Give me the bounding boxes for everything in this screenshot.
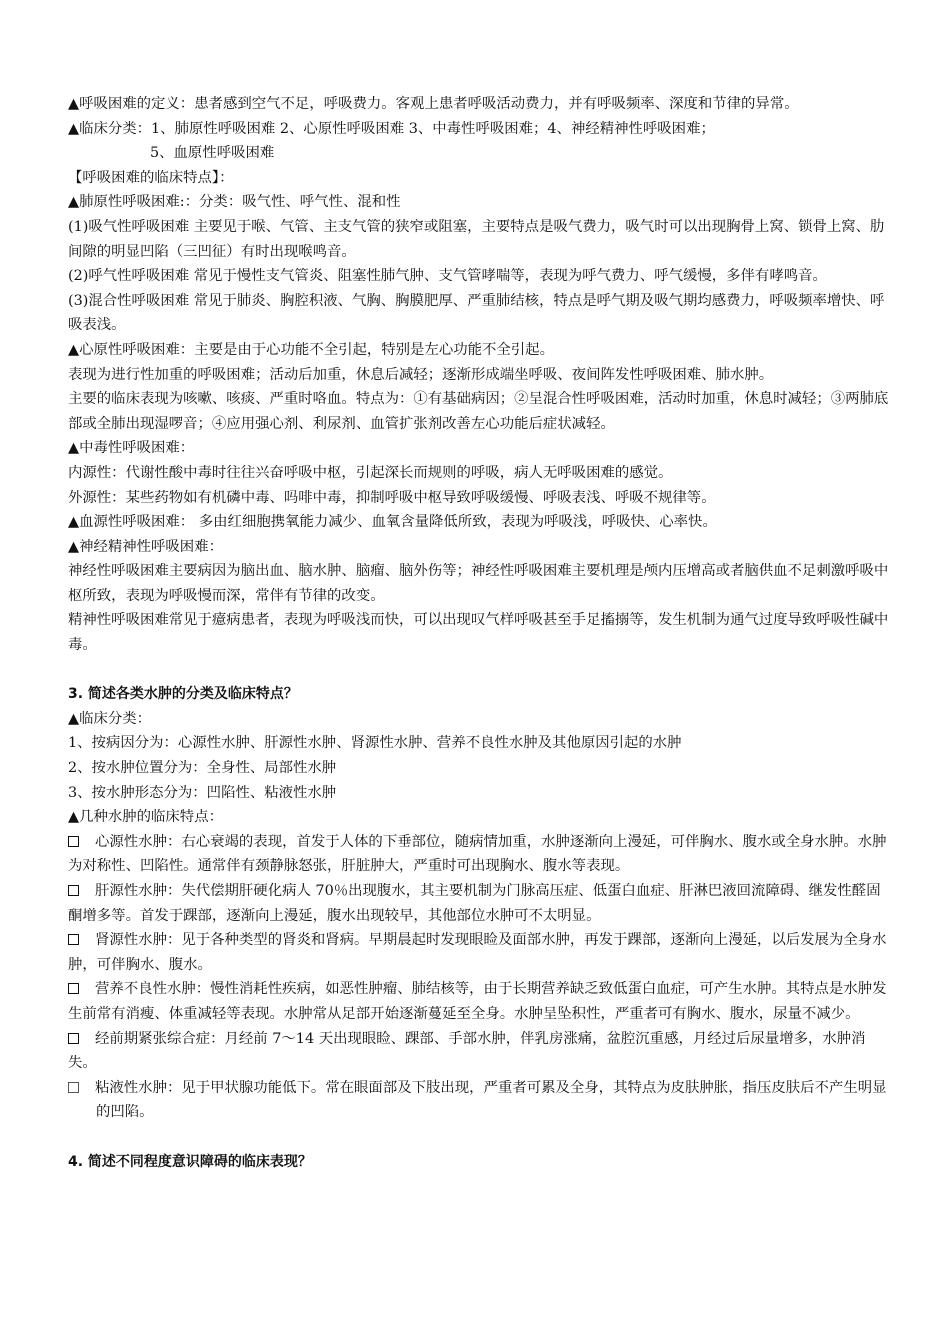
paragraph: ▲中毒性呼吸困难： — [68, 440, 195, 457]
list-item-text: 心源性水肿：右心衰竭的表现，首发于人体的下垂部位，随病情加重，水肿逐渐向上漫延，可伴胸水、腹水或全身水肿。水肿为对称性、凹陷性。通常伴有颈静脉怒张，肝脏肿大，严重时可出现胸水、腹水等表现。 — [68, 833, 887, 875]
paragraph: 3、按水肿形态分为：凹陷性、粘液性水肿 — [68, 784, 337, 801]
checkbox-icon — [68, 1082, 79, 1093]
paragraph: 主要的临床表现为咳嗽、咳痰、严重时咯血。特点为：①有基础病因；②呈混合性呼吸困难，活动时加重，休息时减轻；③两肺底部或全肺出现湿啰音；④应用强心剂、利尿剂、血管扩张剂改善左心功能后症状减轻。 — [68, 391, 889, 432]
checkbox-icon — [68, 934, 79, 945]
definition-line: ▲呼吸困难的定义：患者感到空气不足，呼吸费力。客观上患者呼吸活动费力，并有呼吸频率、深度和节律的异常。 — [68, 96, 799, 112]
list-item-text: 粘液性水肿：见于甲状腺功能低下。常在眼面部及下肢出现，严重者可累及全身，其特点为皮肤肿胀，指压皮肤后不产生明显的凹陷。 — [95, 1079, 887, 1121]
spacer — [68, 1125, 894, 1150]
classification-line-cont: 5、血原性呼吸困难 — [150, 145, 275, 162]
paragraph: ▲心原性呼吸困难：主要是由于心功能不全引起，特别是左心功能不全引起。 — [68, 341, 554, 358]
checkbox-icon — [68, 836, 79, 847]
classification-line: ▲临床分类：1、肺原性呼吸困难 2、心原性呼吸困难 3、中毒性呼吸困难；4、神经精神性呼吸困难； — [68, 120, 715, 137]
paragraph: ▲几种水肿的临床特点： — [68, 809, 223, 826]
question-4-title: 4. 简述不同程度意识障碍的临床表现？ — [68, 1153, 312, 1170]
section-heading: 【呼吸困难的临床特点】： — [68, 169, 234, 186]
list-item-text: 营养不良性水肿：慢性消耗性疾病，如恶性肿瘤、肺结核等，由于长期营养缺乏致低蛋白血症，可产生水肿。其特点是水肿发生前常有消瘦、体重减轻等表现。水肿常从足部开始逐渐蔓延至全身。水肿呈坠积性，严重者可有胸水、腹水，尿量不减少。 — [68, 981, 887, 1022]
paragraph: (2)呼气性呼吸困难 常见于慢性支气管炎、阻塞性肺气肿、支气管哮喘等，表现为呼气费力、呼气缓慢，多伴有哮鸣音。 — [68, 268, 827, 285]
list-item — [68, 928, 894, 977]
list-item-text: 肝源性水肿：失代偿期肝硬化病人 70％出现腹水，其主要机制为门脉高压症、低蛋白血症、肝淋巴液回流障碍、继发性醛固酮增多等。首发于踝部，逐渐向上漫延，腹水出现较早，其他部位水肿可不太明显。 — [68, 883, 881, 924]
question-3-title: 3. 简述各类水肿的分类及临床特点？ — [68, 686, 298, 703]
list-item-text: 经前期紧张综合症：月经前 7～14 天出现眼睑、踝部、手部水肿，伴乳房涨痛，盆腔沉重感，月经过后尿量增多，水肿消失。 — [68, 1030, 866, 1072]
paragraph: ▲临床分类： — [68, 710, 152, 727]
paragraph: 精神性呼吸困难常见于癔病患者，表现为呼吸浅而快，可以出现叹气样呼吸甚至手足搐搦等，发生机制为通气过度导致呼吸性碱中毒。 — [68, 612, 889, 654]
paragraph: ▲神经精神性呼吸困难： — [68, 538, 223, 555]
spacer — [68, 658, 894, 683]
list-item — [68, 830, 894, 879]
paragraph: 外源性：某些药物如有机磷中毒、吗啡中毒，抑制呼吸中枢导致呼吸缓慢、呼吸表浅、呼吸不规律等。 — [68, 489, 716, 506]
paragraph: 内源性：代谢性酸中毒时往往兴奋呼吸中枢，引起深长而规则的呼吸，病人无呼吸困难的感觉。 — [68, 464, 673, 481]
paragraph: (3)混合性呼吸困难 常见于肺炎、胸腔积液、气胸、胸膜肥厚、严重肺结核，特点是呼气期及吸气期均感费力，呼吸频率增快、呼吸表浅。 — [68, 292, 885, 334]
paragraph: ▲血源性呼吸困难： 多由红细胞携氧能力减少、血氧含量降低所致，表现为呼吸浅，呼吸快、心率快。 — [68, 514, 717, 531]
paragraph: 神经性呼吸困难主要病因为脑出血、脑水肿、脑瘤、脑外伤等；神经性呼吸困难主要机理是颅内压增高或者脑供血不足刺激呼吸中枢所致，表现为呼吸慢而深，常伴有节律的改变。 — [68, 563, 889, 604]
list-item — [68, 1027, 894, 1076]
checkbox-icon — [68, 885, 79, 896]
paragraph: 表现为进行性加重的呼吸困难；活动后加重，休息后减轻；逐渐形成端坐呼吸、夜间阵发性呼吸困难、肺水肿。 — [68, 366, 774, 383]
list-item — [68, 1076, 894, 1125]
list-item — [68, 977, 894, 1026]
checkbox-icon — [68, 1033, 79, 1044]
paragraph: (1)吸气性呼吸困难 主要见于喉、气管、主支气管的狭窄或阻塞，主要特点是吸气费力，吸气时可以出现胸骨上窝、锁骨上窝、肋间隙的明显凹陷（三凹征）有时出现喉鸣音。 — [68, 218, 885, 260]
list-item — [68, 879, 894, 928]
paragraph: ▲肺原性呼吸困难:：分类：吸气性、呼气性、混和性 — [68, 194, 401, 211]
document-page — [68, 92, 894, 1174]
paragraph: 1、按病因分为：心源性水肿、肝源性水肿、肾源性水肿、营养不良性水肿及其他原因引起的水肿 — [68, 735, 682, 752]
paragraph: 2、按水肿位置分为：全身性、局部性水肿 — [68, 760, 337, 777]
checkbox-icon — [68, 983, 79, 994]
list-item-text: 肾源性水肿：见于各种类型的肾炎和肾病。早期晨起时发现眼睑及面部水肿，再发于踝部，逐渐向上漫延，以后发展为全身水肿，可伴胸水、腹水。 — [68, 932, 887, 973]
